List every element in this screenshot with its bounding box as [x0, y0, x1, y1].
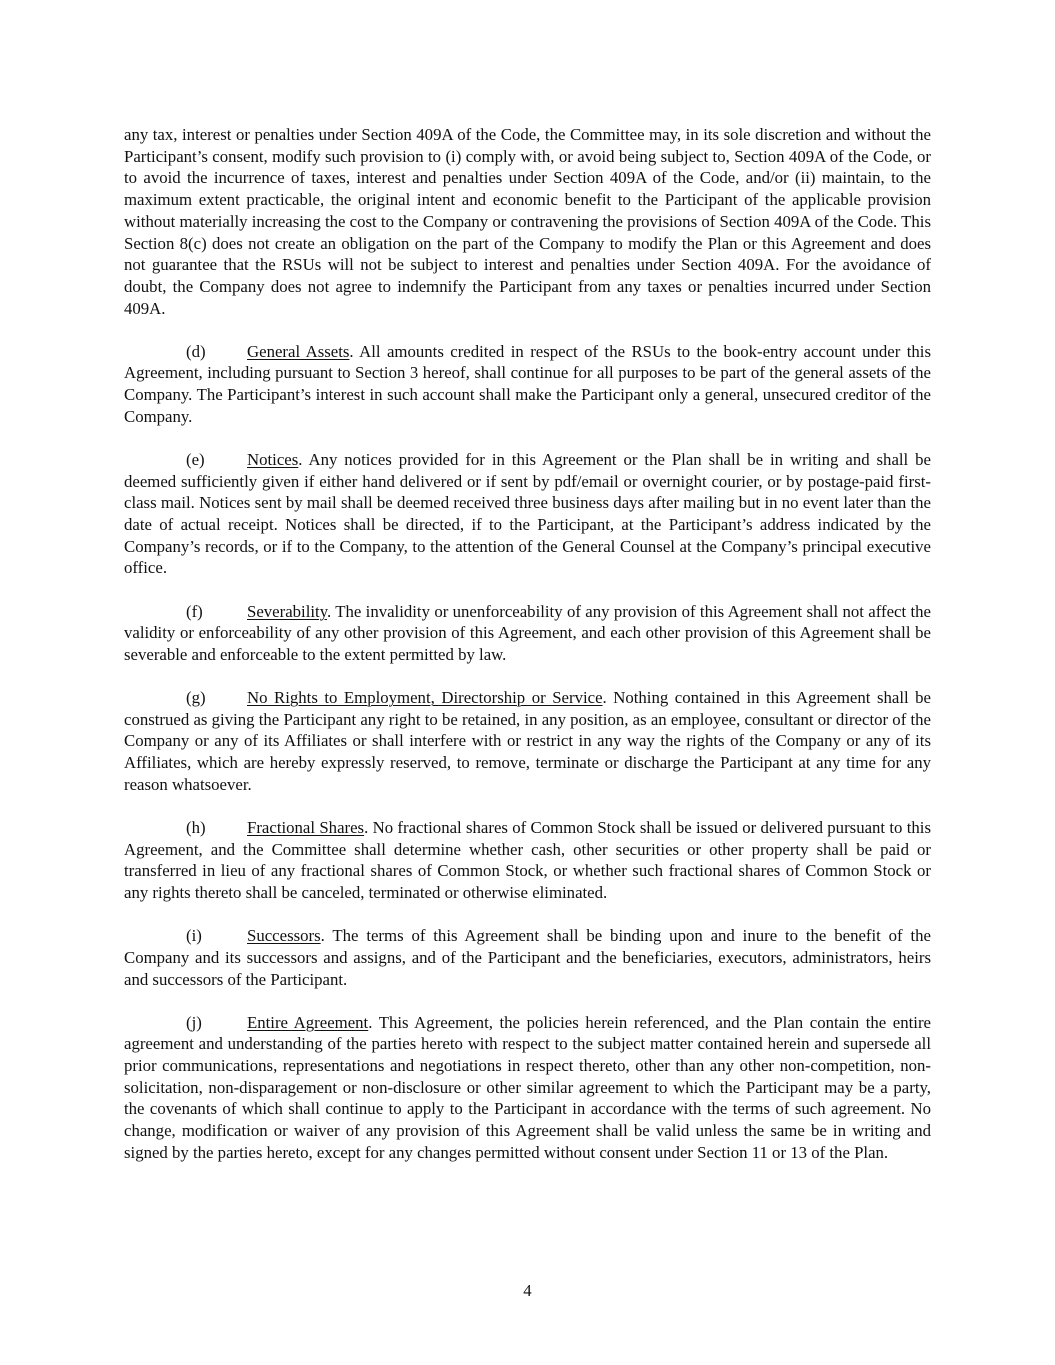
section-body: . All amounts credited in respect of the RSUs to the book-entry account under this Agreement, including pursuant to Section 3 hereof, shall continue for all purposes to be part of the general assets of the Company. The Participant’s interest in such account shall make the Participant only a general, unsecured creditor of the Company. [124, 341, 931, 426]
section-heading: Notices [247, 449, 299, 469]
section-e-paragraph [124, 449, 931, 579]
intro-paragraph: any tax, interest or penalties under Section 409A of the Code, the Committee may, in its sole discretion and without the Participant’s consent, modify such provision to (i) comply with, or avoid being subject to, Section 409A of the Code, or to avoid the incurrence of taxes, interest and penalties under Section 409A of the Code, and/or (ii) maintain, to the maximum extent practicable, the original intent and economic benefit to the Participant of the applicable provision without materially increasing the cost to the Company or contravening the provisions of Section 409A of the Code. This Section 8(c) does not create an obligation on the part of the Company to modify the Plan or this Agreement and does not guarantee that the RSUs will not be subject to interest and penalties under Section 409A. For the avoidance of doubt, the Company does not agree to indemnify the Participant from any taxes or penalties incurred under Section 409A. [124, 125, 931, 318]
section-number: (j) [186, 1012, 202, 1032]
section-number: (h) [186, 817, 206, 837]
section-g-paragraph [124, 687, 931, 796]
section-heading: Entire Agreement [247, 1012, 369, 1032]
section-number: (g) [186, 688, 206, 708]
section-body: . The terms of this Agreement shall be binding upon and inure to the benefit of the Company and its successors and assigns, and of the Participant and the beneficiaries, executors, administrators, heirs and successors of the Participant. [124, 926, 931, 989]
document-page [124, 124, 931, 1185]
section-i-paragraph [124, 925, 931, 990]
section-d-paragraph [124, 341, 931, 428]
section-heading: Successors [247, 926, 321, 946]
section-f-paragraph [124, 601, 931, 666]
section-h-paragraph [124, 817, 931, 904]
section-body: . No fractional shares of Common Stock shall be issued or delivered pursuant to this Agreement, and the Committee shall determine whether cash, other securities or other property shall be paid or transferred in lieu of any fractional shares of Common Stock, or whether such fractional shares of Common Stock or any rights thereto shall be canceled, terminated or otherwise eliminated. [124, 817, 931, 903]
section-j-paragraph [124, 1012, 931, 1164]
section-number: (f) [186, 601, 203, 621]
section-number: (e) [186, 449, 205, 469]
section-heading: Fractional Shares [247, 817, 365, 837]
section-body: . Any notices provided for in this Agreement or the Plan shall be in writing and shall be deemed sufficiently given if either hand delivered or if sent by pdf/email or overnight courier, or by postage-paid first-class mail. Notices sent by mail shall be deemed received three business days after mailing but in no event later than the date of actual receipt. Notices shall be directed, if to the Participant, at the Participant’s address indicated by the Company’s records, or if to the Company, to the attention of the General Counsel at the Company’s principal executive office. [124, 449, 931, 578]
section-body: . The invalidity or unenforceability of any provision of this Agreement shall not affect the validity or enforceability of any other provision of this Agreement, and each other provision of this Agreement shall be severable and enforceable to the extent permitted by law. [124, 601, 931, 664]
section-body: . Nothing contained in this Agreement shall be construed as giving the Participant any right to be retained, in any position, as an employee, consultant or director of the Company or any of its Affiliates or shall interfere with or restrict in any way the rights of the Company or any of its Affiliates, which are hereby expressly reserved, to remove, terminate or discharge the Participant at any time for any reason whatsoever. [124, 688, 931, 794]
section-number: (i) [186, 926, 202, 946]
section-body: . This Agreement, the policies herein referenced, and the Plan contain the entire agreement and understanding of the parties hereto with respect to the subject matter contained herein and supersede all prior communications, representations and negotiations in respect thereto, other than any other non-competition, non-solicitation, non-disparagement or non-disclosure or other similar agreement to which the Participant may be a party, the covenants of which shall continue to apply to the Participant in accordance with the terms of such agreement. No change, modification or waiver of any provision of this Agreement shall be valid unless the same be in writing and signed by the parties hereto, except for any changes permitted without consent under Section 11 or 13 of the Plan. [124, 1012, 932, 1162]
page-number: 4 [523, 1281, 532, 1300]
section-heading: General Assets [247, 341, 350, 361]
section-heading: No Rights to Employment, Directorship or Service [247, 688, 603, 708]
section-number: (d) [186, 341, 206, 361]
section-heading: Severability [247, 601, 327, 621]
